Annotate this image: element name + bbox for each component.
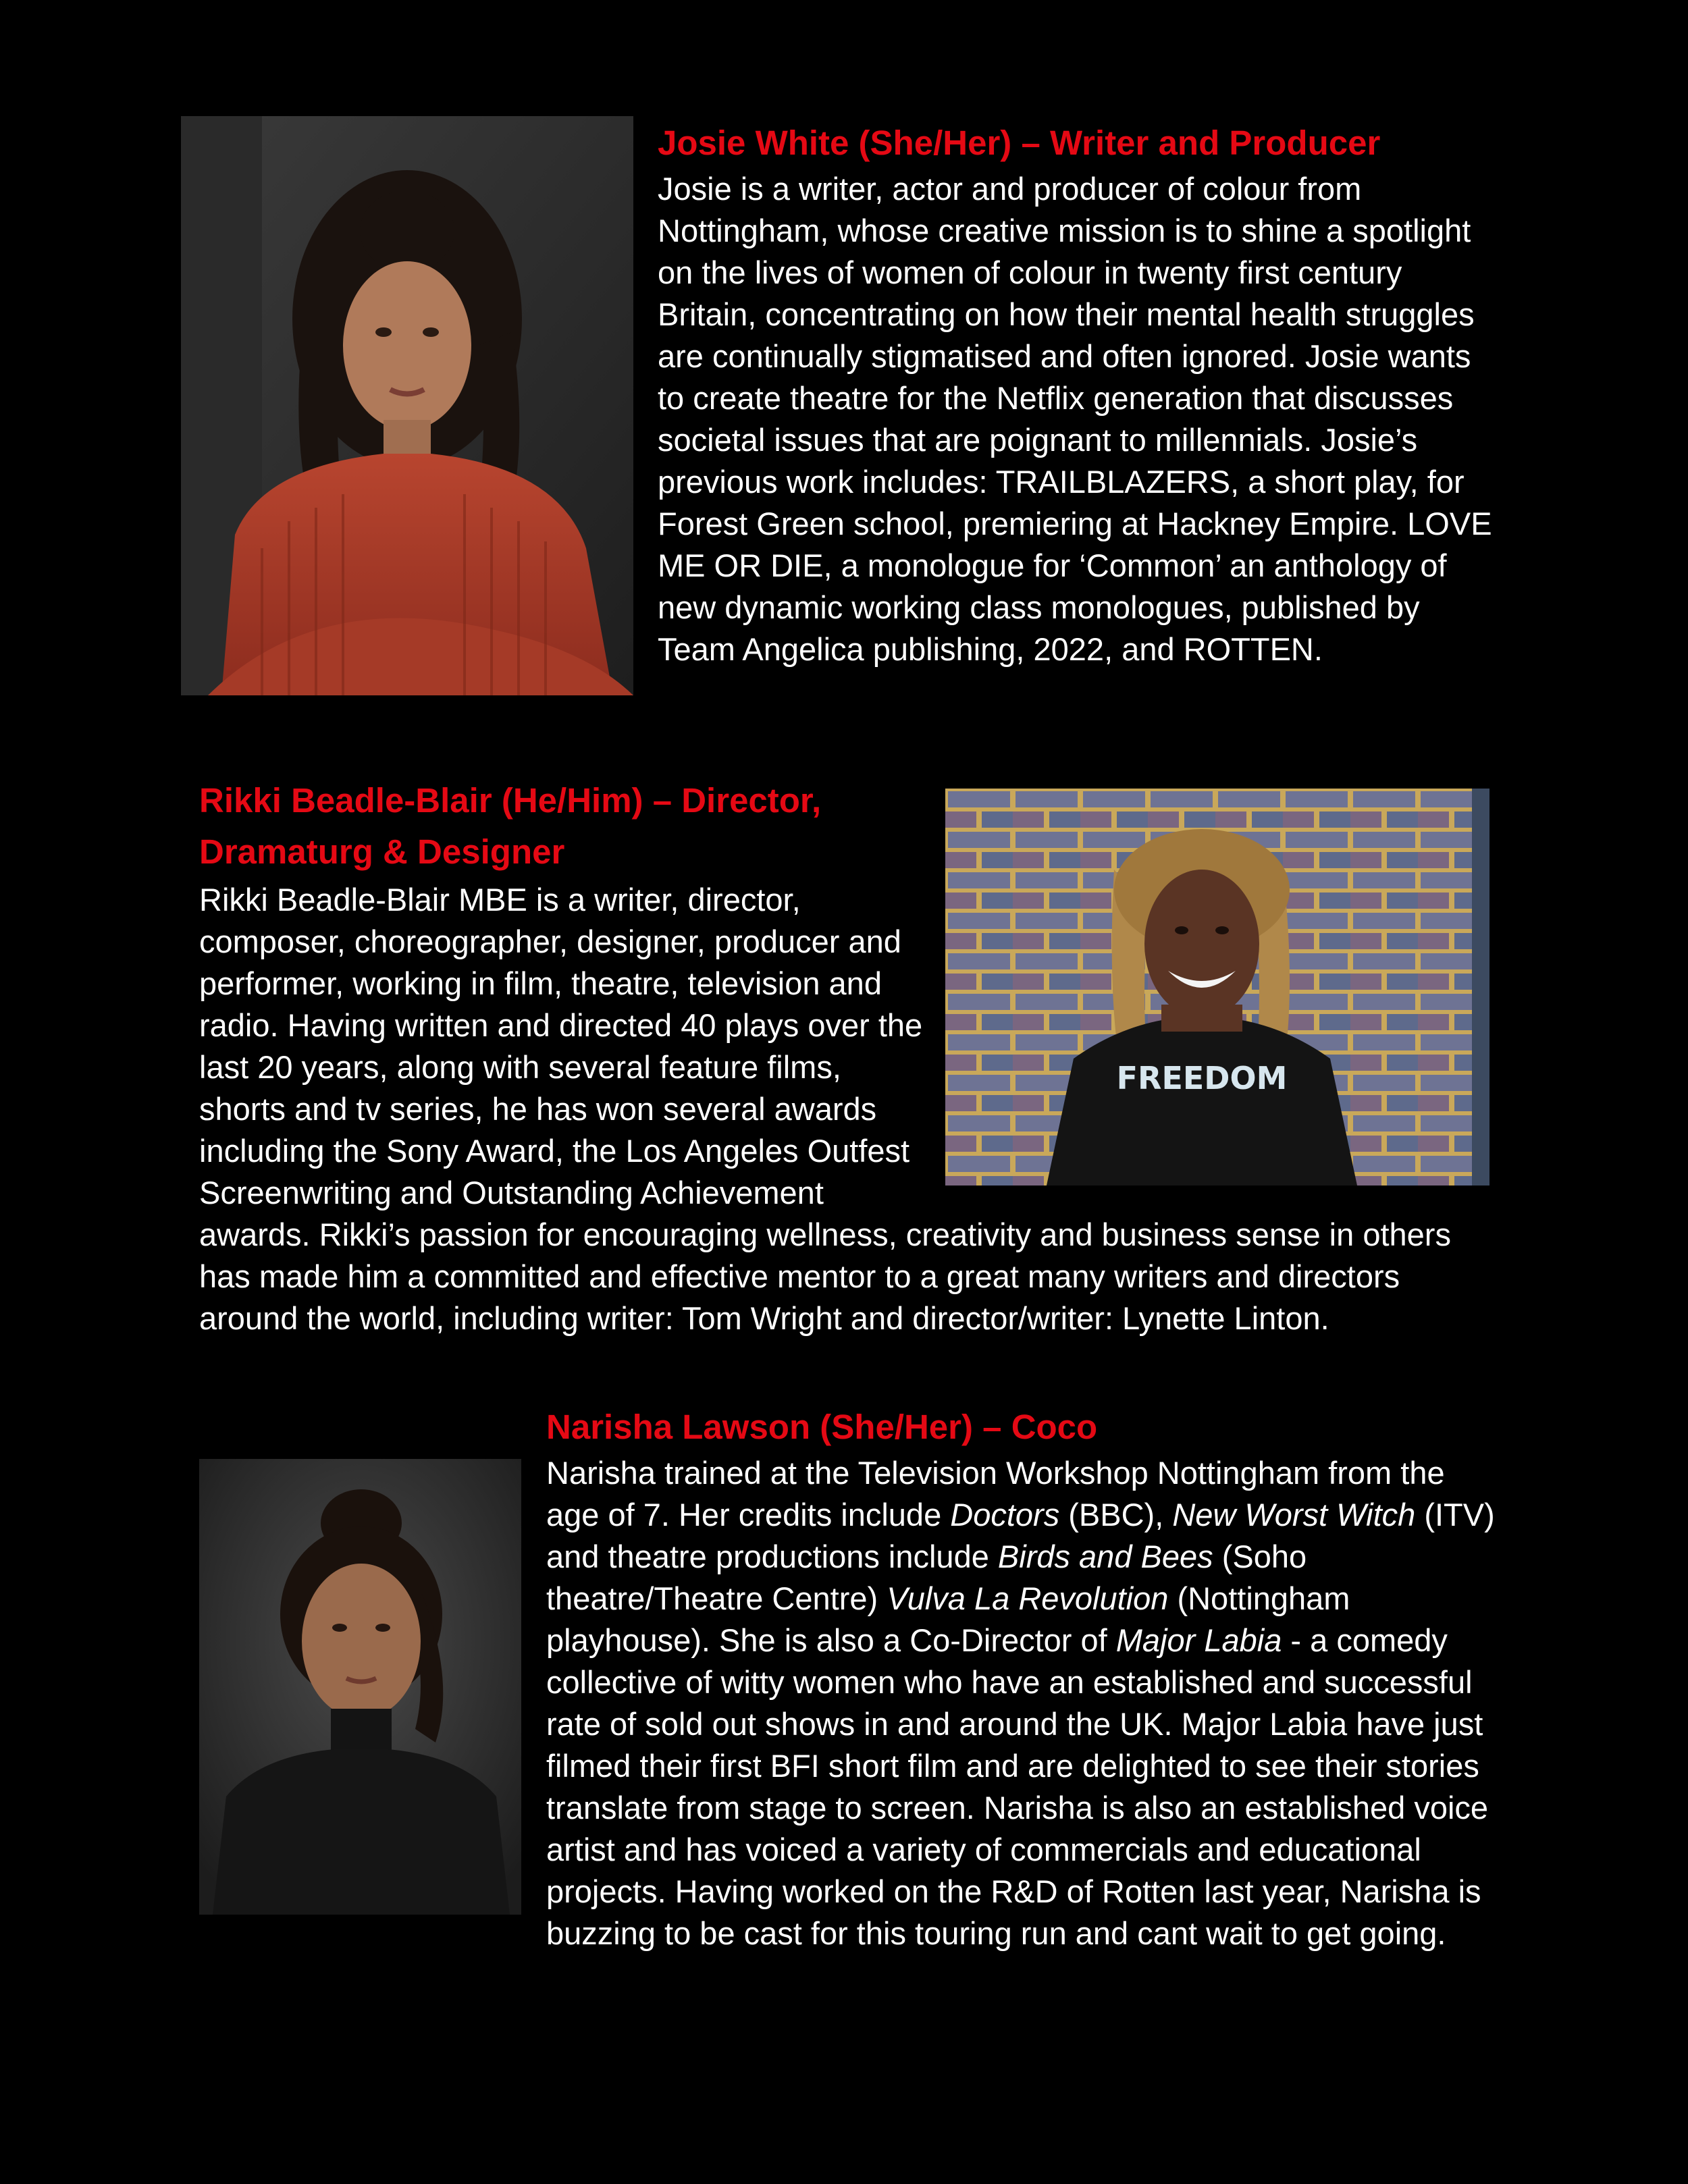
narisha-lawson-bio: [546, 1452, 1498, 1954]
rikki-heading-line2: Dramaturg & Designer: [199, 832, 565, 871]
narisha-bio-text: (Nottingham playhouse). She is also a Co-Director of: [546, 1580, 1350, 1658]
rikki-heading-line1: Rikki Beadle-Blair (He/Him) – Director,: [199, 781, 822, 820]
narisha-bio-title-doctors: Doctors: [950, 1497, 1060, 1533]
narisha-bio-text: (BBC),: [1059, 1497, 1173, 1533]
narisha-bio-title-new-worst-witch: New Worst Witch: [1172, 1497, 1416, 1533]
narisha-bio-title-vulva-la-revolution: Vulva La Revolution: [887, 1580, 1169, 1616]
josie-white-photo: [181, 116, 633, 695]
narisha-bio-title-birds-and-bees: Birds and Bees: [997, 1539, 1213, 1574]
narisha-bio-text: Narisha trained at the Television Workshop Nottingham from the age of 7. Her credits include: [546, 1455, 1445, 1533]
freedom-shirt-text: FREEDOM: [1116, 1060, 1288, 1096]
josie-white-bio: Josie is a writer, actor and producer of colour from Nottingham, whose creative mission is to shine a spotlight on the lives of women of colour in twenty first century Britain, concentrating on how their mental health struggles are continually stigmatised and often ignored. Josie wants to create theatre for the Netflix generation that discusses societal issues that are poignant to millennials. Josie’s previous work includes: TRAILBLAZERS, a short play, for Forest Green school, premiering at Hackney Empire. LOVE ME OR DIE, a monologue for ‘Common’ an anthology of new dynamic working class monologues, published by Team Angelica publishing, 2022, and ROTTEN.: [658, 171, 1492, 667]
narisha-bio-text: - a comedy collective of witty women who have an established and successful rate of sold out shows in and around the UK. Major Labia have just filmed their first BFI short film and are delighted to see their stories translate from stage to screen. Narisha is also an established voice artist and has voiced a variety of commercials and educational projects. Having worked on the R&D of Rotten last year, Narisha is buzzing to be cast for this touring run and cant wait to get going.: [546, 1622, 1489, 1951]
narisha-bio-text: (ITV) and theatre productions include: [546, 1497, 1495, 1574]
josie-white-heading: Josie White (She/Her) – Writer and Producer: [658, 124, 1381, 162]
narisha-bio-title-major-labia: Major Labia: [1115, 1622, 1282, 1658]
narisha-bio-text: (Soho theatre/Theatre Centre): [546, 1539, 1307, 1616]
rikki-beadle-blair-heading: [199, 775, 942, 878]
rikki-beadle-blair-bio-full: awards. Rikki’s passion for encouraging wellness, creativity and business sense in others has made him a committed and effective mentor to a great many writers and directors around the world, including writer: Tom Wright and director/writer: Lynette Linton.: [199, 1217, 1451, 1336]
narisha-lawson-photo: [199, 1459, 521, 1915]
narisha-lawson-heading: Narisha Lawson (She/Her) – Coco: [546, 1408, 1098, 1446]
rikki-beadle-blair-photo: [945, 789, 1489, 1186]
rikki-beadle-blair-bio-side: Rikki Beadle-Blair MBE is a writer, director, composer, choreographer, designer, producer and performer, working in film, theatre, television and radio. Having written and directed 40 plays over the last 20 years, along with several feature films, shorts and tv series, he has won several awards including the Sony Award, the Los Angeles Outfest Screenwriting and Outstanding Achievement: [199, 882, 923, 1210]
